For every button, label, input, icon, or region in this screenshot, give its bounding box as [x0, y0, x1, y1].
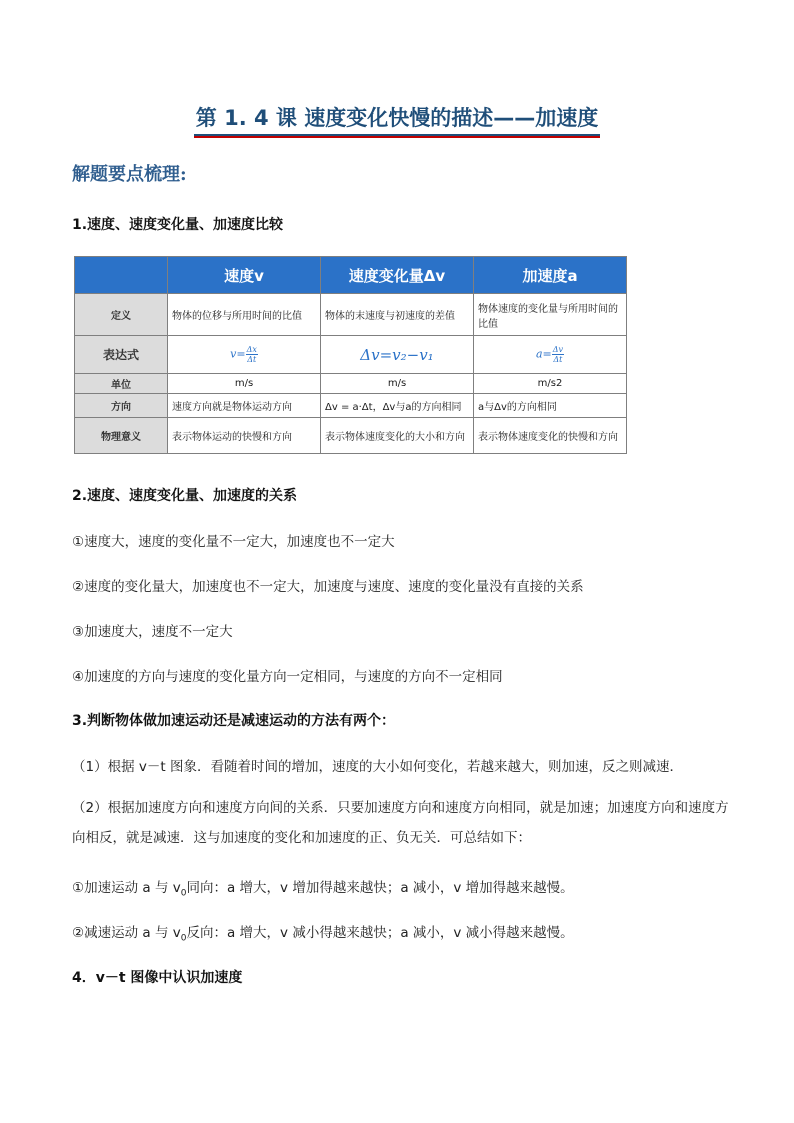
- table-cell: Δv = a·Δt，Δv与a的方向相同: [321, 394, 474, 418]
- row-label: 方向: [75, 394, 168, 418]
- formula-velocity: v= $\frac{\Delta x}{\Delta t}$: [168, 336, 321, 374]
- section-3-heading: 3.判断物体做加速运动还是减速运动的方法有两个：: [72, 713, 396, 729]
- table-cell: 物体的位移与所用时间的比值: [168, 294, 321, 336]
- accel-case: ①加速运动 a 与 $v_0$同向：a 增大，v 增加得越来越快；a 减小，v 增加得越来越慢。: [72, 880, 574, 899]
- table-header-row: [75, 257, 627, 294]
- formula-delta-v: Δv=v₂−v₁: [321, 336, 474, 374]
- section-subhead: 解题要点梳理:: [72, 164, 187, 185]
- table-cell: 表示物体速度变化的快慢和方向: [474, 418, 627, 454]
- table-header-cell: 速度变化量Δv: [321, 257, 474, 294]
- table-row: [75, 418, 627, 454]
- relation-4: ④加速度的方向与速度的变化量方向一定相同，与速度的方向不一定相同: [72, 669, 503, 685]
- section-2-heading: 2.速度、速度变化量、加速度的关系: [72, 488, 298, 504]
- table-header-cell: [75, 257, 168, 294]
- relation-1: ①速度大，速度的变化量不一定大，加速度也不一定大: [72, 534, 395, 550]
- table-header-cell: 速度v: [168, 257, 321, 294]
- section-4-heading: 4．v－t 图像中认识加速度: [72, 970, 243, 986]
- table-row: [75, 374, 627, 394]
- table-cell: 物体速度的变化量与所用时间的比值: [474, 294, 627, 336]
- table-cell: a与Δv的方向相同: [474, 394, 627, 418]
- method-2: （2）根据加速度方向和速度方向间的关系．只要加速度方向和速度方向相同，就是加速；加速度方向和速度方向相反，就是减速．这与加速度的变化和加速度的正、负无关．可总结如下：: [72, 800, 729, 846]
- table-row: [75, 336, 627, 374]
- formula-acceleration: a= $\frac{\Delta v}{\Delta t}$: [474, 336, 627, 374]
- table-cell: m/s: [321, 374, 474, 394]
- decel-case: ②减速运动 a 与 $v_0$反向：a 增大，v 减小得越来越快；a 减小，v 减小得越来越慢。: [72, 925, 574, 944]
- page-title: 第 1. 4 课 速度变化快慢的描述——加速度: [0, 102, 794, 136]
- row-label: 单位: [75, 374, 168, 394]
- row-label: 物理意义: [75, 418, 168, 454]
- table-cell: 速度方向就是物体运动方向: [168, 394, 321, 418]
- table-cell: m/s2: [474, 374, 627, 394]
- relation-2: ②速度的变化量大，加速度也不一定大，加速度与速度、速度的变化量没有直接的关系: [72, 579, 584, 595]
- method-1: （1）根据 v－t 图象．看随着时间的增加，速度的大小如何变化，若越来越大，则加速，反之则减速．: [72, 759, 683, 775]
- row-label: 表达式: [75, 336, 168, 374]
- table-cell: 物体的末速度与初速度的差值: [321, 294, 474, 336]
- table-row: [75, 394, 627, 418]
- table-cell: 表示物体速度变化的大小和方向: [321, 418, 474, 454]
- table-cell: 表示物体运动的快慢和方向: [168, 418, 321, 454]
- row-label: 定义: [75, 294, 168, 336]
- section-1-heading: 1.速度、速度变化量、加速度比较: [72, 217, 284, 233]
- relation-3: ③加速度大，速度不一定大: [72, 624, 233, 640]
- table-header-cell: 加速度a: [474, 257, 627, 294]
- table-cell: m/s: [168, 374, 321, 394]
- table-row: [75, 294, 627, 336]
- comparison-table: [74, 256, 627, 454]
